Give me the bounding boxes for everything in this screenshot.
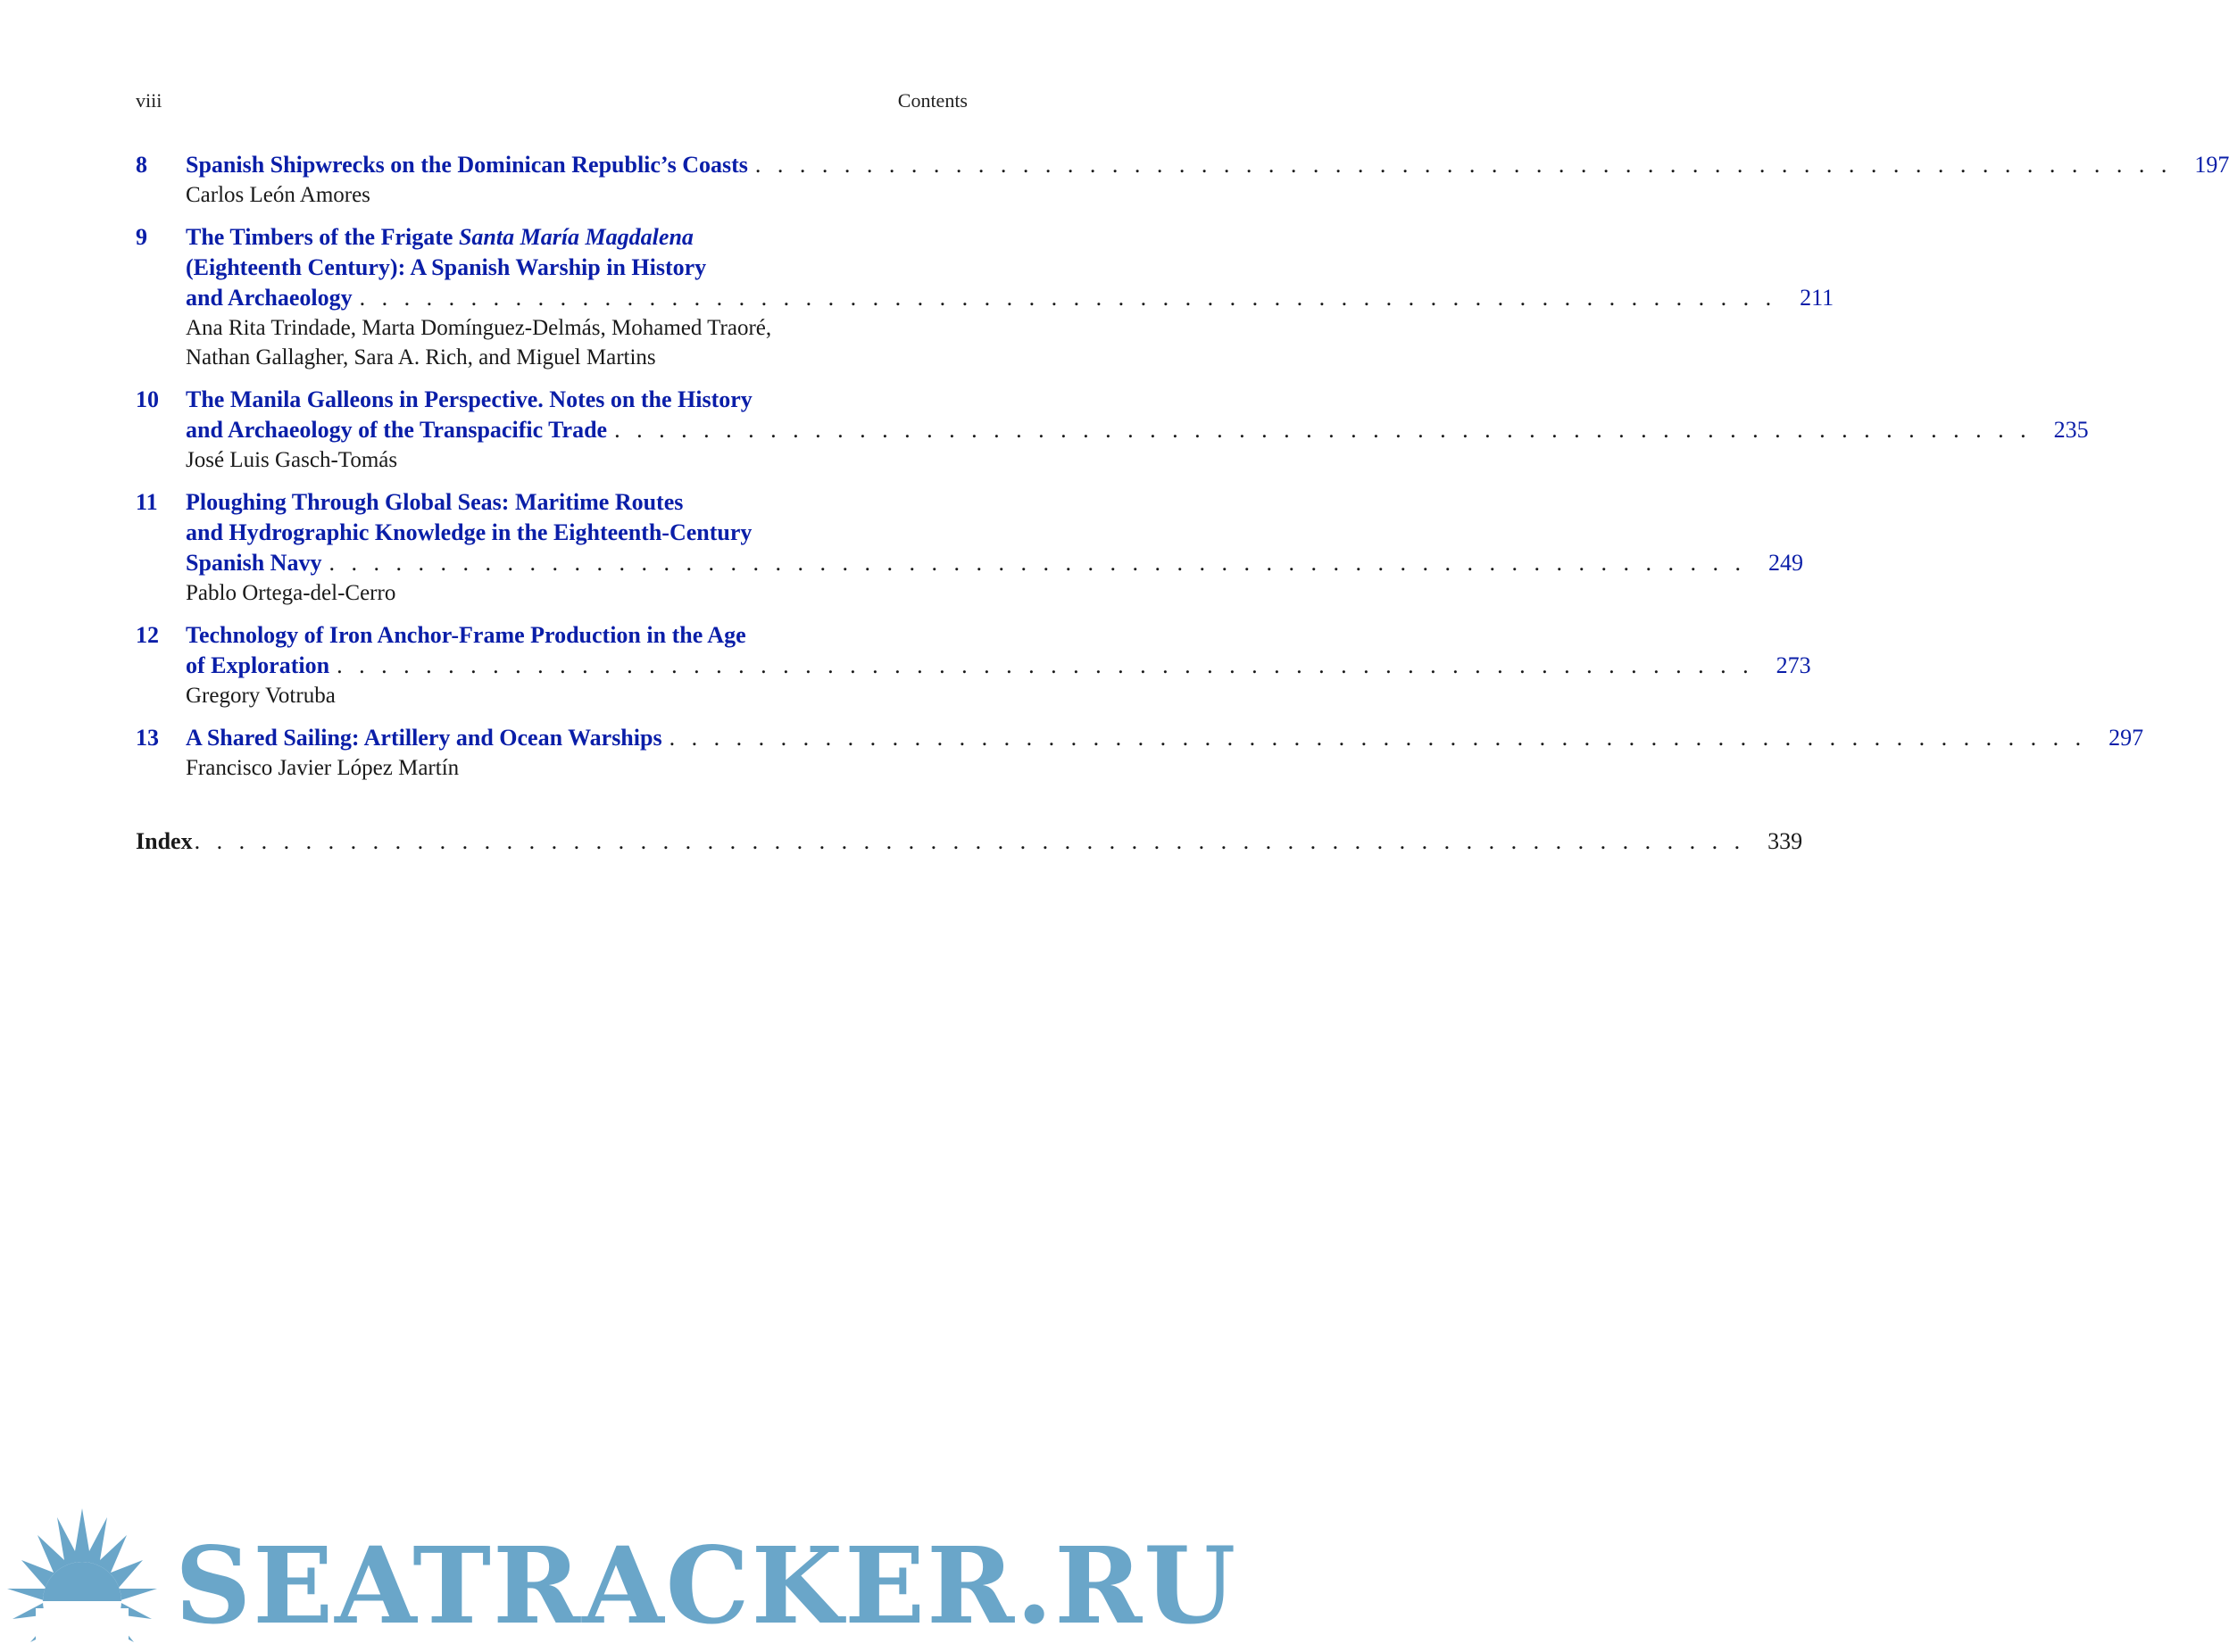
page-number: viii xyxy=(136,89,162,112)
ship-name: Santa María Magdalena xyxy=(458,224,694,250)
chapter-number: 11 xyxy=(136,489,158,515)
chapter-title-line[interactable]: Ploughing Through Global Seas: Maritime Routes xyxy=(186,489,684,515)
page-link[interactable]: 235 xyxy=(2053,417,2089,443)
chapter-title-line[interactable]: The Timbers of the Frigate Santa María Magdalena xyxy=(186,224,694,250)
page-link[interactable]: 211 xyxy=(1800,285,1834,311)
chapter-title-line[interactable]: and Archaeology of the Transpacific Trade . . . . . . . . . . . . . . . . . . . . . . . . . . . . . . . . . . . . . . . . . . . . . . . . . . . . . . . . . . . . . . . . 235 xyxy=(186,415,2089,445)
leader-dots: . . . . . . . . . . . . . . . . . . . . . . . . . . . . . . . . . . . . . . . . . . . . . . . . . . . . . . . . . . . . . . . . xyxy=(329,550,1746,576)
index-page[interactable]: 339 xyxy=(1767,828,1803,854)
chapter-number: 10 xyxy=(136,386,159,412)
leader-dots: . . . . . . . . . . . . . . . . . . . . . . . . . . . . . . . . . . . . . . . . . . . . . . . . . . . . . . . . . . . . . . . . xyxy=(359,285,1777,311)
running-head xyxy=(136,89,968,112)
chapter-title-line[interactable]: Technology of Iron Anchor-Frame Production in the Age xyxy=(186,622,746,648)
page-link[interactable]: 297 xyxy=(2108,725,2144,751)
leader-dots: . . . . . . . . . . . . . . . . . . . . . . . . . . . . . . . . . . . . . . . . . . . . . . . . . . . . . . . . . . . . . . . . xyxy=(754,152,2173,178)
table-of-contents xyxy=(136,150,2229,795)
chapter-number: 13 xyxy=(136,725,159,751)
chapter-title-line[interactable]: of Exploration . . . . . . . . . . . . . . . . . . . . . . . . . . . . . . . . . . . . . . . . . . . . . . . . . . . . . . . . . . . . . . . . 273 xyxy=(186,651,1811,681)
chapter-authors: Ana Rita Trindade, Marta Domínguez-Delmás, Mohamed Traoré, xyxy=(186,316,772,340)
section-title: Contents xyxy=(897,89,968,112)
chapter-authors: Nathan Gallagher, Sara A. Rich, and Miguel Martins xyxy=(186,345,656,369)
index-label[interactable]: Index xyxy=(136,828,193,854)
page-link[interactable]: 249 xyxy=(1767,550,1803,576)
chapter-title-line[interactable]: and Archaeology . . . . . . . . . . . . . . . . . . . . . . . . . . . . . . . . . . . . . . . . . . . . . . . . . . . . . . . . . . . . . . . . 211 xyxy=(186,283,1834,313)
toc-entry-11[interactable] xyxy=(136,487,1803,608)
chapter-authors: José Luis Gasch-Tomás xyxy=(186,448,398,472)
toc-entry-12[interactable] xyxy=(136,620,1811,710)
page-link[interactable]: 197 xyxy=(2194,152,2229,178)
chapter-authors: Francisco Javier López Martín xyxy=(186,756,460,780)
toc-entry-10[interactable] xyxy=(136,385,2089,475)
chapter-title-line[interactable]: and Hydrographic Knowledge in the Eighteenth-Century xyxy=(186,519,753,545)
toc-entry-9[interactable] xyxy=(136,222,1834,372)
chapter-title-line[interactable]: The Manila Galleons in Perspective. Notes on the History xyxy=(186,386,753,412)
leader-dots: . . . . . . . . . . . . . . . . . . . . . . . . . . . . . . . . . . . . . . . . . . . . . . . . . . . . . . . . . . . . . . . . xyxy=(337,652,1754,678)
watermark-text: SEATRACKER.RU xyxy=(175,1523,1238,1648)
chapter-authors: Carlos León Amores xyxy=(186,183,370,207)
chapter-authors: Gregory Votruba xyxy=(186,684,336,708)
toc-entry-8[interactable] xyxy=(136,150,2229,210)
toc-index-entry[interactable] xyxy=(136,828,1803,855)
page-link[interactable]: 273 xyxy=(1776,652,1811,678)
chapter-title-line[interactable]: Spanish Shipwrecks on the Dominican Republic’s Coasts . . . . . . . . . . . . . . . . . . . . . . . . . . . . . . . . . . . . . . . . . . . . . . . . . . . . . . . . . . . . . . . . 197 xyxy=(186,150,2229,180)
leader-dots: . . . . . . . . . . . . . . . . . . . . . . . . . . . . . . . . . . . . . . . . . . . . . . . . . . . . . . . . . . . . . . . . xyxy=(614,417,2032,443)
leader-dots: . . . . . . . . . . . . . . . . . . . . . . . . . . . . . . . . . . . . . . . . . . . . . . . . . . . . . . . . . . . . . . . . xyxy=(669,725,2087,751)
leader-dots: . . . . . . . . . . . . . . . . . . . . . . . . . . . . . . . . . . . . . . . . . . . . . . . . . . . . . . . . . . . . . . . . . . . . . . xyxy=(194,828,1746,854)
toc-entry-13[interactable] xyxy=(136,723,2144,783)
chapter-number: 12 xyxy=(136,622,159,648)
chapter-number: 9 xyxy=(136,224,147,250)
chapter-title-line[interactable]: (Eighteenth Century): A Spanish Warship in History xyxy=(186,254,707,280)
chapter-number: 8 xyxy=(136,152,147,178)
chapter-authors: Pablo Ortega-del-Cerro xyxy=(186,581,396,605)
chapter-title-line[interactable]: Spanish Navy . . . . . . . . . . . . . . . . . . . . . . . . . . . . . . . . . . . . . . . . . . . . . . . . . . . . . . . . . . . . . . . . 249 xyxy=(186,548,1803,578)
chapter-title-line[interactable]: A Shared Sailing: Artillery and Ocean Warships . . . . . . . . . . . . . . . . . . . . . . . . . . . . . . . . . . . . . . . . . . . . . . . . . . . . . . . . . . . . . . . . 297 xyxy=(186,723,2143,753)
